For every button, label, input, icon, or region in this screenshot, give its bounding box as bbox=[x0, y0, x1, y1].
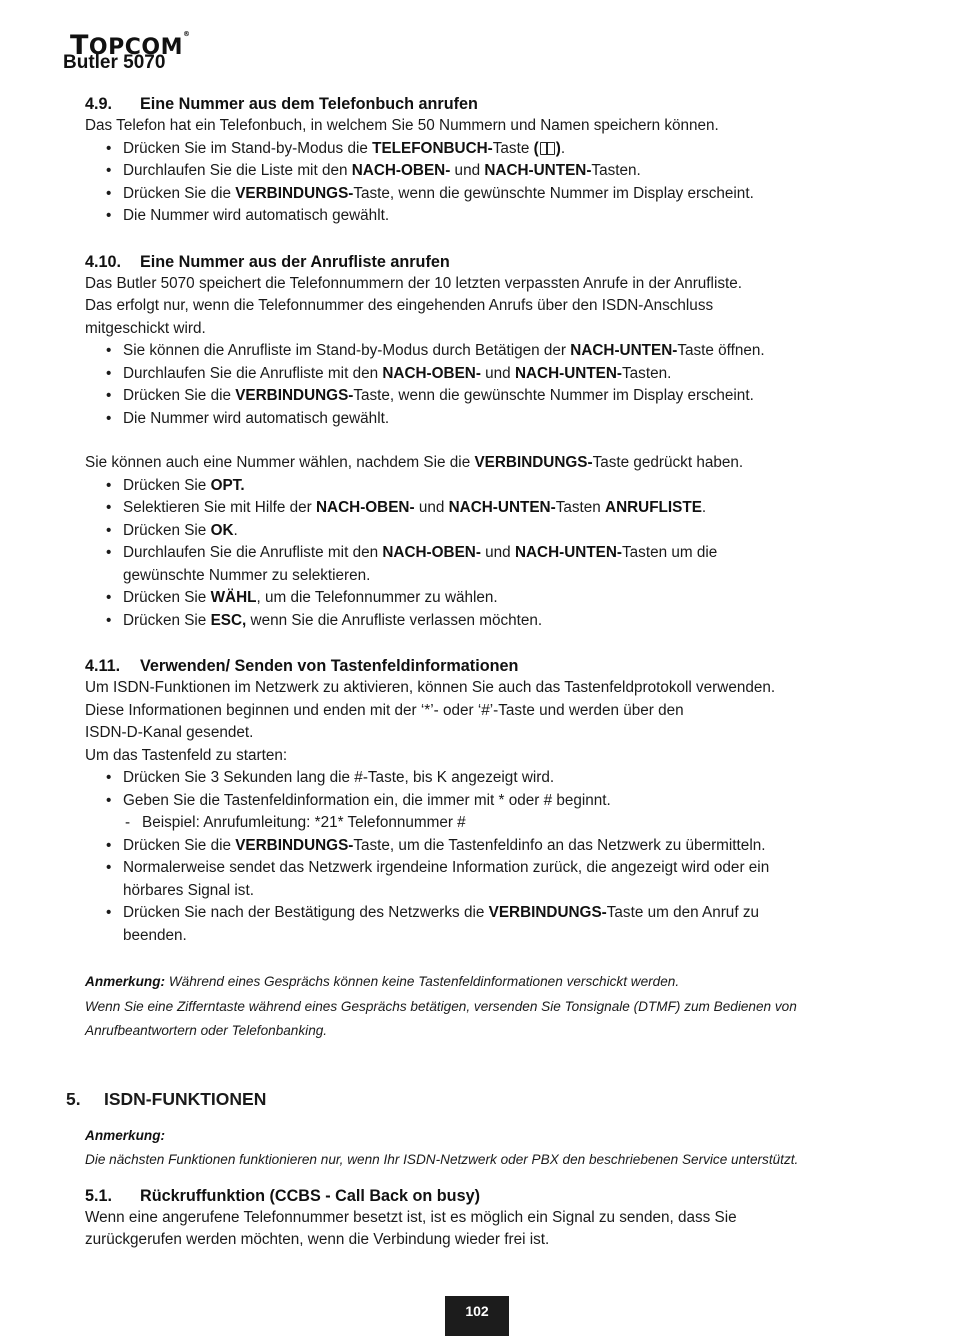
list-item: • Selektieren Sie mit Hilfe der NACH-OBEN- und NACH-UNTEN-Tasten ANRUFLISTE. bbox=[85, 497, 885, 520]
note-block: Anmerkung: Die nächsten Funktionen funktionieren nur, wenn Ihr ISDN-Netzwerk oder PBX den beschriebenen Service unterstützt. bbox=[85, 1127, 799, 1167]
heading-5-1: 5.1. Rückruffunktion (CCBS - Call Back on busy) bbox=[85, 1186, 480, 1205]
paragraph-line: Das erfolgt nur, wenn die Telefonnummer des eingehenden Anrufs über den ISDN-Anschluss bbox=[85, 297, 714, 314]
list-item: • Drücken Sie die VERBINDUNGS-Taste, wenn die gewünschte Nummer im Display erscheint. bbox=[85, 385, 885, 408]
paragraph-line: Um ISDN-Funktionen im Netzwerk zu aktivieren, können Sie auch das Tastenfeldprotokoll verwenden. bbox=[85, 679, 776, 696]
list-item: • Drücken Sie im Stand-by-Modus die TELEFONBUCH-Taste ( ). bbox=[85, 138, 885, 161]
model-name: Butler 5070 bbox=[63, 52, 166, 73]
bullet-list bbox=[85, 767, 885, 947]
heading-4-10: 4.10. Eine Nummer aus der Anrufliste anrufen bbox=[85, 252, 450, 271]
list-item: • Drücken Sie die VERBINDUNGS-Taste, wenn die gewünschte Nummer im Display erscheint. bbox=[85, 183, 885, 206]
list-item: • Durchlaufen Sie die Anrufliste mit den NACH-OBEN- und NACH-UNTEN-Tasten um die gewünschte Nummer zu selektieren. bbox=[85, 542, 885, 587]
list-subitem: - Beispiel: Anrufumleitung: *21* Telefonnummer # bbox=[85, 812, 885, 835]
paragraph-line: ISDN-D-Kanal gesendet. bbox=[85, 724, 254, 741]
list-item: • Drücken Sie OK. bbox=[85, 520, 885, 543]
paragraph-line: zurückgerufen werden möchten, wenn die Verbindung wieder frei ist. bbox=[85, 1231, 550, 1248]
paragraph-line: Wenn eine angerufene Telefonnummer besetzt ist, ist es möglich ein Signal zu senden, dass Sie bbox=[85, 1208, 737, 1226]
list-item: • Geben Sie die Tastenfeldinformation ein, die immer mit * oder # beginnt. bbox=[85, 790, 885, 813]
page-content bbox=[66, 93, 885, 1252]
bullet-list bbox=[85, 340, 885, 430]
list-item: • Drücken Sie ESC, wenn Sie die Anrufliste verlassen möchten. bbox=[85, 610, 885, 633]
paragraph: Das Telefon hat ein Telefonbuch, in welchem Sie 50 Nummern und Namen speichern können. bbox=[85, 117, 719, 134]
list-item: • Drücken Sie 3 Sekunden lang die #-Taste, bis K angezeigt wird. bbox=[85, 767, 885, 790]
phonebook-icon bbox=[540, 142, 555, 155]
list-item: • Drücken Sie nach der Bestätigung des Netzwerks die VERBINDUNGS-Taste um den Anruf zu beenden. bbox=[85, 902, 885, 947]
list-item: • Drücken Sie WÄHL, um die Telefonnummer zu wählen. bbox=[85, 587, 885, 610]
note-block: Anmerkung: Während eines Gesprächs können keine Tastenfeldinformationen verschickt werden. Wenn Sie eine Zifferntaste während eines Gesprächs betätigen, versenden Sie Tonsignale (DTMF) zum Bedienen von Anrufbeantwortern oder Telefonbanking. bbox=[85, 974, 797, 1038]
brand-logo: TOPCOM® bbox=[70, 30, 191, 61]
list-item: • Sie können die Anrufliste im Stand-by-Modus durch Betätigen der NACH-UNTEN-Taste öffnen. bbox=[85, 340, 885, 363]
list-item: • Normalerweise sendet das Netzwerk irgendeine Information zurück, die angezeigt wird oder ein hörbares Signal ist. bbox=[85, 857, 885, 902]
list-item: • Die Nummer wird automatisch gewählt. bbox=[85, 408, 885, 431]
heading-5: 5. ISDN-FUNKTIONEN bbox=[66, 1088, 267, 1109]
heading-4-11: 4.11. Verwenden/ Senden von Tastenfeldinformationen bbox=[85, 657, 519, 675]
bullet-list bbox=[85, 475, 885, 633]
list-item: • Durchlaufen Sie die Anrufliste mit den NACH-OBEN- und NACH-UNTEN-Tasten. bbox=[85, 363, 885, 386]
list-item: • Drücken Sie die VERBINDUNGS-Taste, um die Tastenfeldinfo an das Netzwerk zu übermitteln. bbox=[85, 835, 885, 858]
paragraph-line: Diese Informationen beginnen und enden mit der ‘*’- oder ‘#’-Taste und werden über den bbox=[85, 701, 684, 719]
paragraph-line: Das Butler 5070 speichert die Telefonnummern der 10 letzten verpassten Anrufe in der Anrufliste. bbox=[85, 274, 743, 292]
paragraph-line: mitgeschickt wird. bbox=[85, 319, 206, 337]
bullet-list bbox=[85, 138, 885, 228]
paragraph-line: Um das Tastenfeld zu starten: bbox=[85, 746, 288, 764]
list-item: • Die Nummer wird automatisch gewählt. bbox=[85, 205, 885, 228]
paragraph: Sie können auch eine Nummer wählen, nachdem Sie die VERBINDUNGS-Taste gedrückt haben. bbox=[85, 454, 744, 471]
page-number: 102 bbox=[445, 1296, 509, 1336]
heading-4-9: 4.9. Eine Nummer aus dem Telefonbuch anrufen bbox=[85, 95, 478, 113]
list-item: • Drücken Sie OPT. bbox=[85, 475, 885, 498]
list-item: • Durchlaufen Sie die Liste mit den NACH-OBEN- und NACH-UNTEN-Tasten. bbox=[85, 160, 885, 183]
